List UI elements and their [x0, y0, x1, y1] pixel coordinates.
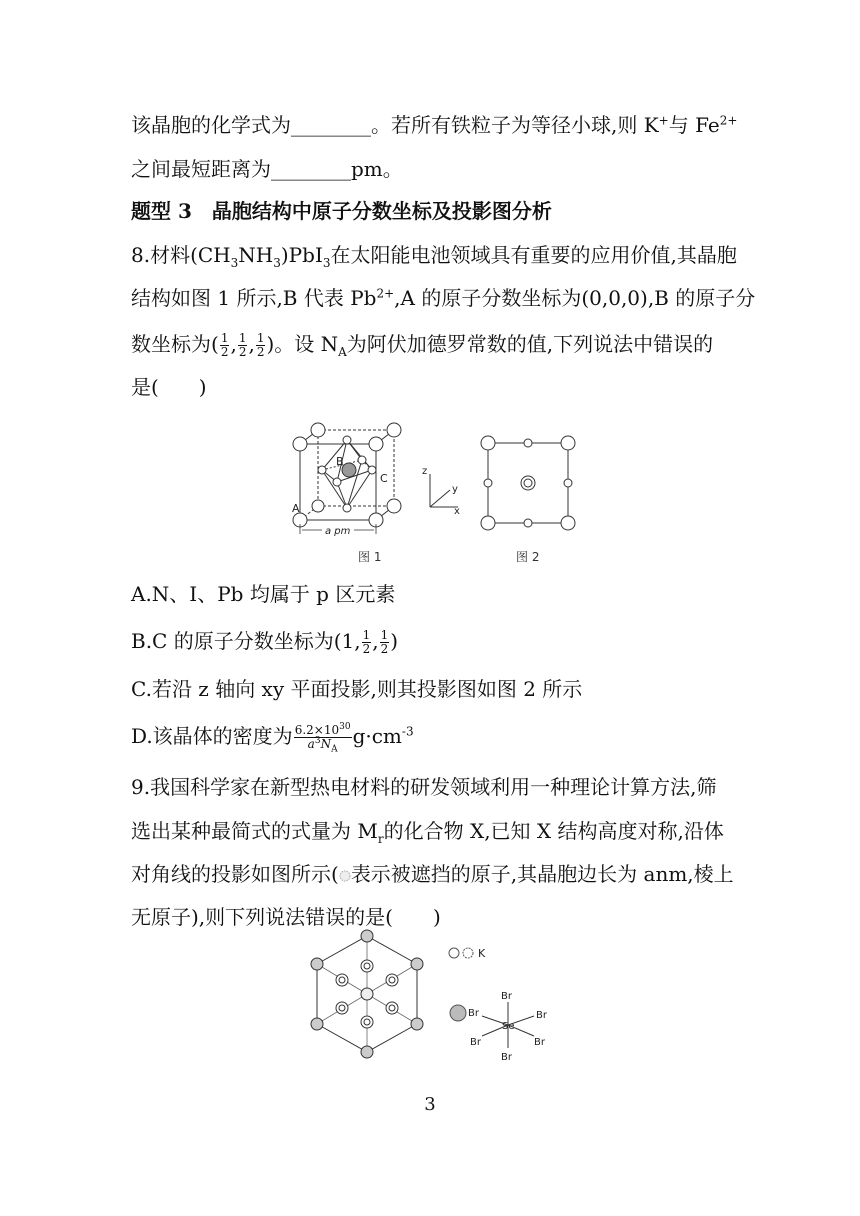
denominator-exponent: 3 — [314, 736, 321, 746]
q7-line-2 — [131, 155, 403, 183]
label-c: C — [380, 472, 388, 485]
option-b — [131, 627, 398, 656]
comma: , — [372, 629, 379, 653]
fraction-denominator — [294, 736, 352, 755]
q7-line-1 — [131, 111, 737, 139]
subscript: 3 — [230, 256, 239, 270]
label-a-pm: a pm — [325, 526, 351, 537]
atom-b-pb — [342, 463, 356, 477]
denominator-n: N — [320, 737, 332, 751]
comma: , — [230, 332, 237, 356]
q8-text: 为阿伏加德罗常数的值,下列说法中错误的 — [346, 332, 714, 356]
fraction-numerator — [294, 724, 352, 738]
fraction-half — [220, 332, 230, 359]
q9-text: 表示被遮挡的原子,其晶胞边长为 anm,棱上 — [350, 862, 734, 886]
q9-text: 无原子),则下列说法错误的是( ) — [131, 905, 441, 929]
option-b-text: ) — [390, 629, 399, 653]
density-fraction — [294, 722, 352, 755]
q8-line-3 — [131, 330, 713, 359]
subscript: 3 — [273, 256, 281, 270]
q9-line-2 — [131, 817, 724, 845]
option-d-text: g·cm — [352, 724, 402, 748]
q8-text: 8.材料(CH — [131, 243, 231, 267]
q8-text: 结构如图 1 所示,B 代表 Pb — [131, 286, 377, 310]
q9-text: 对角线的投影如图所示( — [131, 862, 339, 886]
subscript: A — [338, 345, 347, 359]
figure-1-caption: 图 1 — [358, 550, 382, 564]
q9-line-3 — [131, 860, 734, 888]
q9-line-1 — [131, 773, 716, 801]
q9-text: 选出某种最简式的式量为 M — [131, 819, 378, 843]
q8-text: ,A 的原子分数坐标为(0,0,0),B 的原子分 — [394, 286, 756, 310]
fraction-half — [362, 629, 372, 656]
fraction-half — [238, 332, 248, 359]
fraction-numerator: 1 — [256, 331, 265, 345]
fraction-half — [256, 332, 266, 359]
q8-line-4 — [131, 373, 207, 401]
fraction-denominator: 2 — [238, 345, 247, 359]
fraction-denominator: 2 — [380, 642, 389, 656]
axis-y-label: y — [452, 484, 458, 495]
fraction-numerator: 1 — [220, 331, 229, 345]
option-d — [131, 722, 414, 755]
numerator-base: 6.2×10 — [294, 723, 340, 737]
subscript: r — [377, 832, 384, 846]
br-label: Br — [468, 1008, 479, 1019]
option-c — [131, 675, 582, 703]
axis-x-label: x — [454, 506, 460, 514]
fraction-numerator: 1 — [238, 331, 247, 345]
q8-text: )PbI — [280, 243, 323, 267]
br-label: Br — [501, 1052, 512, 1063]
figure-2-caption: 图 2 — [516, 550, 540, 564]
q8-text: 是( ) — [131, 375, 207, 399]
option-d-text: D.该晶体的密度为 — [131, 724, 293, 748]
option-b-text: B.C 的原子分数坐标为(1, — [131, 629, 361, 653]
unit-exponent: -3 — [401, 724, 414, 739]
br-label: Br — [470, 1037, 481, 1048]
q8-line-2 — [131, 284, 755, 312]
label-a: A — [292, 502, 300, 515]
legend-k-label: K — [478, 947, 486, 960]
legend-gray-atom — [450, 1005, 466, 1021]
fraction-denominator: 2 — [220, 345, 229, 359]
option-c-text: C.若沿 z 轴向 xy 平面投影,则其投影图如图 2 所示 — [131, 677, 583, 701]
fe-charge: 2+ — [719, 113, 738, 128]
fraction-half — [380, 629, 390, 656]
axis-z-label: z — [422, 466, 428, 477]
hidden-atom-icon — [339, 870, 351, 882]
k-charge: + — [658, 113, 669, 128]
q9-text: 9.我国科学家在新型热电材料的研发领域利用一种理论计算方法,筛 — [131, 775, 717, 799]
subscript: 3 — [322, 256, 331, 270]
q7-text: 该晶胞的化学式为________。若所有铁粒子为等径小球,则 K — [131, 113, 659, 137]
se-label: Se — [502, 1021, 515, 1032]
legend-k — [446, 944, 496, 962]
section-title: 题型 3 晶胞结构中原子分数坐标及投影图分析 — [131, 199, 552, 223]
q8-text: 在太阳能电池领域具有重要的应用价值,其晶胞 — [330, 243, 737, 267]
q7-text: 之间最短距离为________pm。 — [131, 157, 403, 181]
pb-charge: 2+ — [376, 286, 395, 301]
q9-line-4 — [131, 903, 441, 931]
q8-text: )。设 N — [266, 332, 339, 356]
br-label: Br — [536, 1010, 547, 1021]
q7-text: 与 Fe — [668, 113, 720, 137]
legend-sebr6 — [446, 990, 566, 1065]
option-a-text: A.N、I、Pb 均属于 p 区元素 — [131, 582, 396, 606]
figure-2-projection — [478, 433, 578, 533]
q8-text: NH — [238, 243, 274, 267]
fraction-numerator: 1 — [380, 628, 389, 642]
q9-text: 的化合物 X,已知 X 结构高度对称,沿体 — [383, 819, 724, 843]
axes-icon — [420, 432, 465, 514]
option-a — [131, 580, 395, 608]
figure-1-unit-cell — [292, 420, 417, 540]
page-number: 3 — [424, 1094, 436, 1115]
comma: , — [248, 332, 255, 356]
denominator-a: a — [307, 737, 315, 751]
fraction-denominator: 2 — [362, 642, 371, 656]
fraction-numerator: 1 — [362, 628, 371, 642]
q8-line-1 — [131, 241, 737, 269]
numerator-exponent: 30 — [339, 722, 351, 732]
section-heading — [131, 197, 552, 225]
label-b: B — [336, 455, 344, 468]
figure-9-projection — [302, 928, 432, 1063]
fraction-denominator: 2 — [256, 345, 265, 359]
br-label: Br — [534, 1037, 545, 1048]
br-label: Br — [501, 991, 512, 1002]
q8-text: 数坐标为( — [131, 332, 219, 356]
denominator-subscript: A — [331, 744, 338, 755]
